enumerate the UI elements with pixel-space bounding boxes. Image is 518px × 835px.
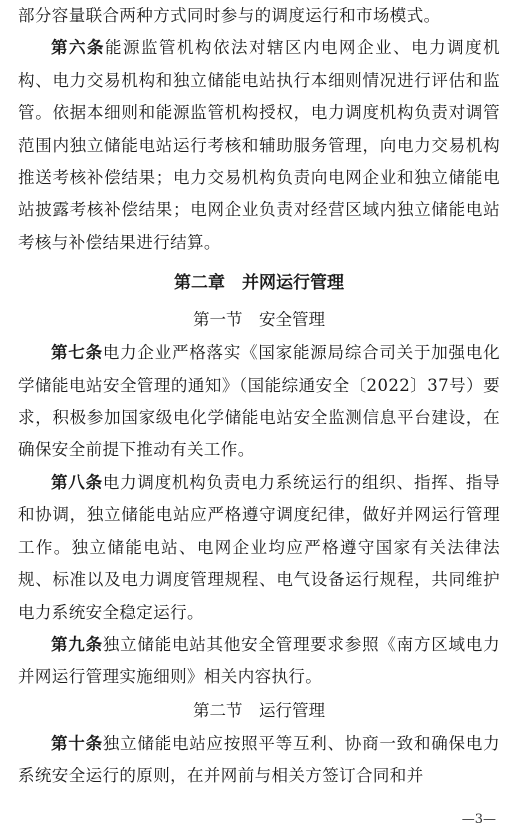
paragraph-continued bbox=[18, 0, 500, 32]
article-lead: 第九条 bbox=[51, 634, 103, 654]
section-heading-operation: 第二节 运行管理 bbox=[193, 700, 325, 720]
article-text: 独立储能电站其他安全管理要求参照《南方区域电力并网运行管理实施细则》相关内容执行。 bbox=[18, 634, 501, 687]
article-9 bbox=[18, 629, 500, 694]
article-10 bbox=[18, 728, 500, 793]
article-lead: 第八条 bbox=[51, 472, 103, 492]
article-text: 独立储能电站应按照平等互利、协商一致和确保电力系统安全运行的原则，在并网前与相关方签订合同和并 bbox=[18, 733, 501, 786]
article-text: 电力调度机构负责电力系统运行的组织、指挥、指导和协调，独立储能电站应严格遵守调度纪律，做好并网运行管理工作。独立储能电站、电网企业均应严格遵守国家有关法律法规、标准以及电力调度管理规程、电气设备运行规程，共同维护电力系统安全稳定运行。 bbox=[18, 472, 501, 622]
article-lead: 第六条 bbox=[51, 38, 106, 58]
chapter-heading: 第二章 并网运行管理 bbox=[174, 273, 344, 294]
paragraph-text: 部分容量联合两种方式同时参与的调度运行和市场模式。 bbox=[18, 6, 441, 25]
article-lead: 第七条 bbox=[51, 343, 103, 363]
article-8 bbox=[18, 467, 500, 629]
page-number: —3— bbox=[461, 812, 496, 827]
article-text: 电力企业严格落实《国家能源局综合司关于加强电化学储能电站安全管理的通知》（国能综通安全〔2022〕37号）要求，积极参加国家级电化学储能电站安全监测信息平台建设，在确保安全前提下推动有关工作。 bbox=[18, 343, 501, 460]
article-6 bbox=[18, 32, 500, 259]
document-page bbox=[18, 0, 500, 793]
section-heading-safety: 第一节 安全管理 bbox=[193, 310, 325, 330]
article-7 bbox=[18, 337, 500, 467]
article-lead: 第十条 bbox=[51, 733, 103, 753]
article-text: 能源监管机构依法对辖区内电网企业、电力调度机构、电力交易机构和独立储能电站执行本细则情况进行评估和监管。依据本细则和能源监管机构授权，电力调度机构负责对调管范围内独立储能电站运行考核和辅助服务管理，向电力交易机构推送考核补偿结果；电力交易机构负责向电网企业和独立储能电站披露考核补偿结果；电网企业负责对经营区域内独立储能电站考核与补偿结果进行结算。 bbox=[18, 38, 500, 252]
